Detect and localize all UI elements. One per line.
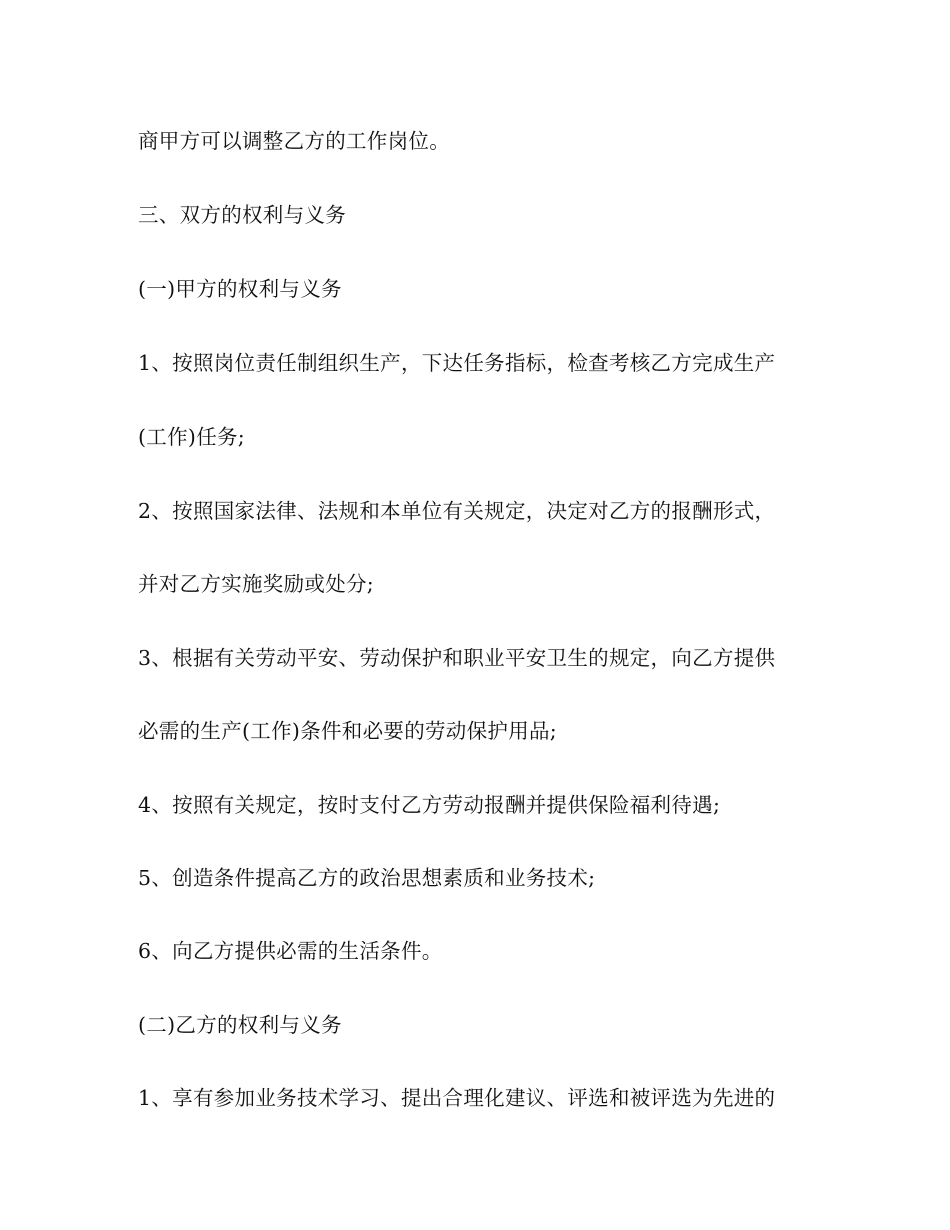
- paragraph-line: 1、享有参加业务技术学习、提出合理化建议、评选和被评选为先进的: [138, 1086, 776, 1110]
- paragraph-line: 必需的生产(工作)条件和必要的劳动保护用品;: [138, 719, 558, 743]
- paragraph-line: 3、根据有关劳动平安、劳动保护和职业平安卫生的规定，向乙方提供: [138, 646, 776, 670]
- subsection-heading: (二)乙方的权利与义务: [138, 1013, 342, 1037]
- paragraph-line: 2、按照国家法律、法规和本单位有关规定，决定对乙方的报酬形式，: [138, 499, 776, 523]
- paragraph-line: 1、按照岗位责任制组织生产，下达任务指标，检查考核乙方完成生产: [138, 351, 776, 375]
- paragraph-line: 商甲方可以调整乙方的工作岗位。: [138, 129, 450, 153]
- paragraph-line: 并对乙方实施奖励或处分;: [138, 572, 375, 596]
- paragraph-line: 6、向乙方提供必需的生活条件。: [138, 939, 443, 963]
- paragraph-line: 5、创造条件提高乙方的政治思想素质和业务技术;: [138, 866, 596, 890]
- section-heading: 三、双方的权利与义务: [138, 203, 346, 227]
- subsection-heading: (一)甲方的权利与义务: [138, 277, 342, 301]
- paragraph-line: 4、按照有关规定，按时支付乙方劳动报酬并提供保险福利待遇;: [138, 793, 721, 817]
- paragraph-line: (工作)任务;: [138, 425, 246, 449]
